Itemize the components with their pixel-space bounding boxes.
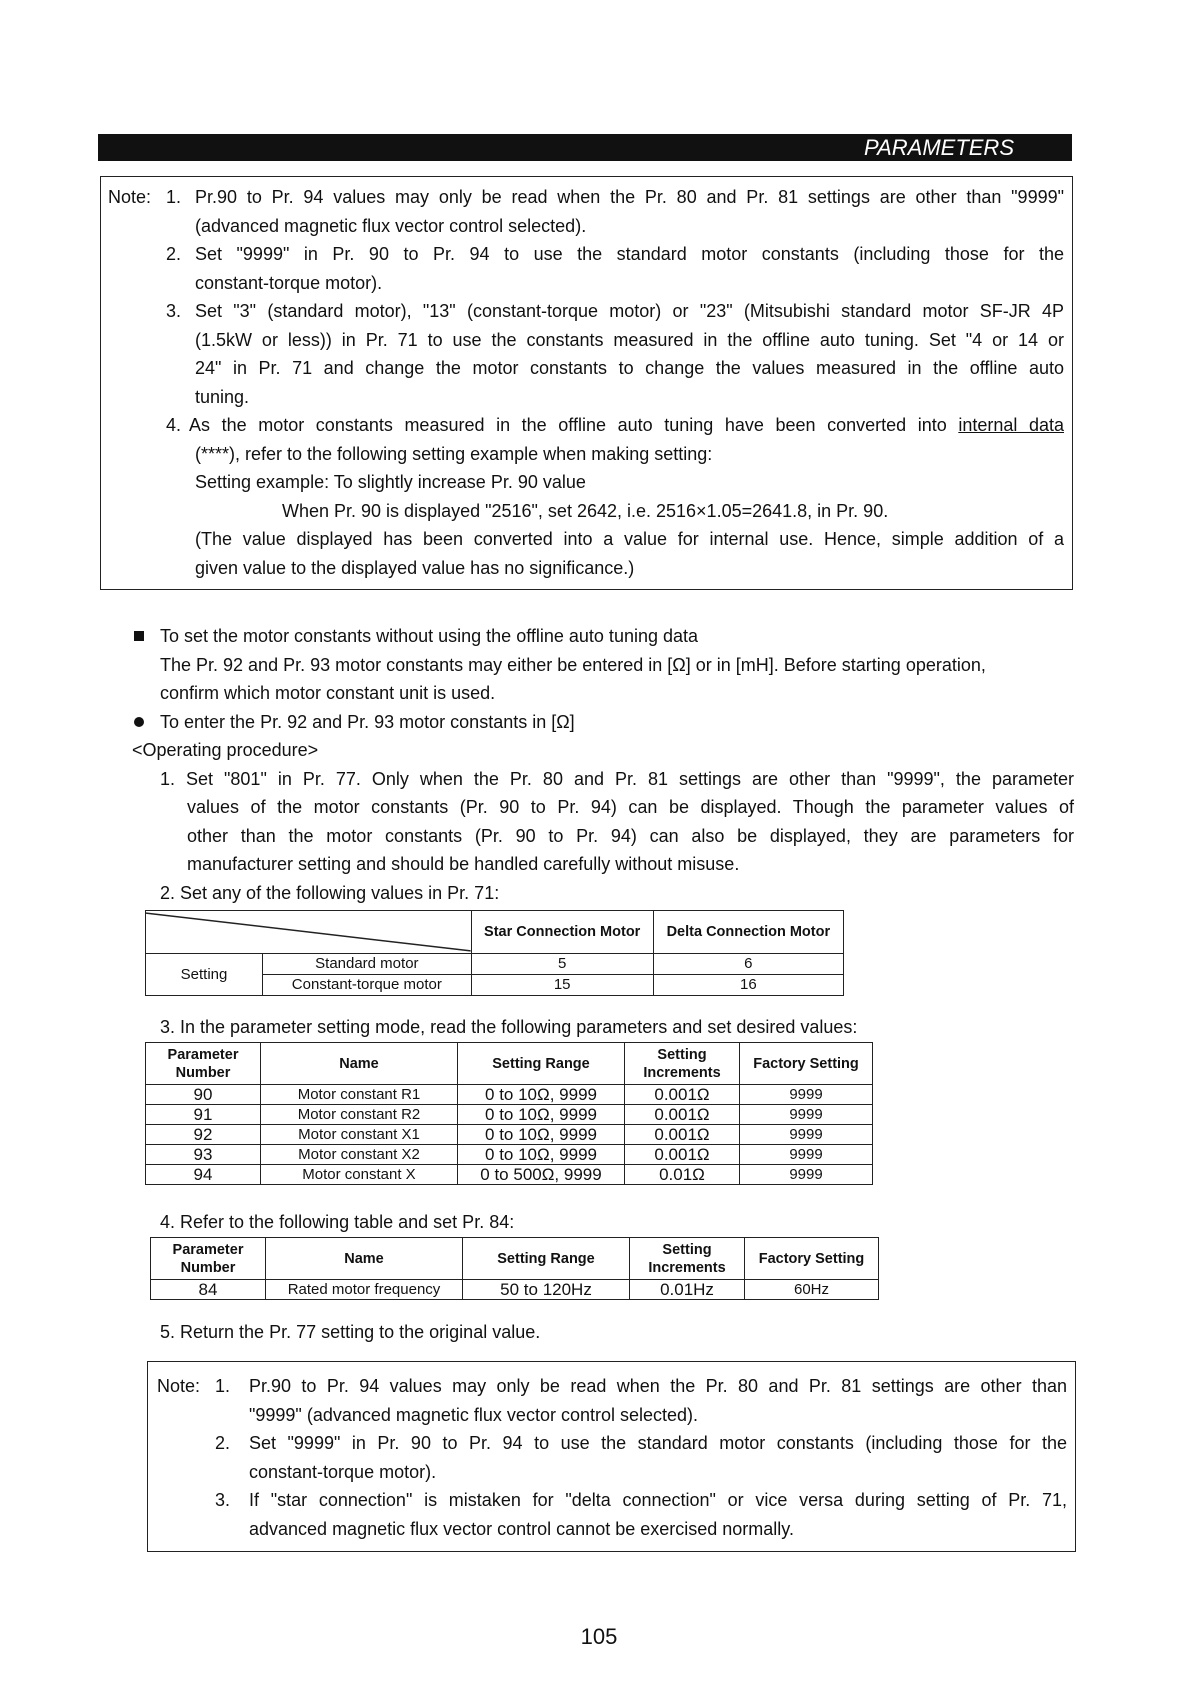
underlined-term: internal data bbox=[958, 415, 1064, 435]
table-row bbox=[146, 1145, 873, 1165]
note-text: Set "9999" in Pr. 90 to Pr. 94 to use the standard motor constants (including those for the bbox=[195, 244, 1064, 264]
note-text: Set "9999" in Pr. 90 to Pr. 94 to use the standard motor constants (including those for the bbox=[249, 1433, 1067, 1453]
table-row bbox=[146, 1105, 873, 1125]
table-cell: 0.01Hz bbox=[630, 1280, 745, 1300]
note-item bbox=[157, 1429, 1067, 1486]
table-cell: 0.001Ω bbox=[625, 1125, 740, 1145]
note-text: Pr.90 to Pr. 94 values may only be read when the Pr. 80 and Pr. 81 settings are other than "9999" bbox=[195, 187, 1064, 207]
table-cell: 60Hz bbox=[745, 1280, 879, 1300]
note-text-part: As the motor constants measured in the offline auto tuning have been converted into bbox=[189, 415, 959, 435]
table-cell: 9999 bbox=[740, 1085, 873, 1105]
table-row bbox=[146, 1165, 873, 1185]
table-cell: 5 bbox=[471, 954, 653, 975]
note-text bbox=[189, 411, 1064, 440]
table-cell: 90 bbox=[146, 1085, 261, 1105]
note-text: constant-torque motor). bbox=[249, 1461, 437, 1482]
note-number: 3. bbox=[166, 301, 182, 321]
column-header: Setting Increments bbox=[625, 1043, 740, 1085]
note-text: (****), refer to the following setting example when making setting: bbox=[195, 443, 713, 464]
note-label: Note: bbox=[108, 187, 152, 207]
note-item bbox=[108, 240, 1064, 297]
table-cell: 0.01Ω bbox=[625, 1165, 740, 1185]
table-cell: Constant-torque motor bbox=[263, 975, 472, 996]
table-cell: 9999 bbox=[740, 1125, 873, 1145]
section-title: PARAMETERS bbox=[864, 135, 1014, 160]
step-text: manufacturer setting and should be handled carefully without misuse. bbox=[187, 854, 740, 874]
table-cell: 0.001Ω bbox=[625, 1145, 740, 1165]
note-text: 24" in Pr. 71 and change the motor constants to change the values measured in the offline auto bbox=[195, 358, 1064, 378]
note-box-1 bbox=[100, 176, 1073, 590]
step-text: values of the motor constants (Pr. 90 to Pr. 94) can be displayed. Though the parameter values of bbox=[187, 797, 1074, 817]
table-cell: 9999 bbox=[740, 1105, 873, 1125]
table-cell: Motor constant R1 bbox=[261, 1085, 458, 1105]
table-cell: 9999 bbox=[740, 1145, 873, 1165]
note-text: given value to the displayed value has no significance.) bbox=[195, 557, 635, 578]
step-text: 3. In the parameter setting mode, read the following parameters and set desired values: bbox=[160, 1017, 858, 1037]
note-text: tuning. bbox=[195, 386, 250, 407]
note-text: If "star connection" is mistaken for "delta connection" or vice versa during setting of Pr. 71, bbox=[249, 1490, 1067, 1510]
table-cell: Standard motor bbox=[263, 954, 472, 975]
table-cell: 0 to 10Ω, 9999 bbox=[458, 1085, 625, 1105]
table-cell: Rated motor frequency bbox=[266, 1280, 463, 1300]
note-label: Note: bbox=[157, 1376, 201, 1396]
table-row bbox=[151, 1280, 879, 1300]
note-number: 2. bbox=[215, 1433, 231, 1453]
column-header: Name bbox=[261, 1043, 458, 1085]
bullet-heading: To enter the Pr. 92 and Pr. 93 motor constants in [Ω] bbox=[160, 711, 575, 732]
note-item bbox=[157, 1486, 1067, 1543]
step-text: other than the motor constants (Pr. 90 to Pr. 94) can also be displayed, they are parameters for bbox=[187, 825, 1074, 846]
note-number: 2. bbox=[166, 244, 182, 264]
note-text: advanced magnetic flux vector control cannot be exercised normally. bbox=[249, 1518, 794, 1539]
table-cell: 0 to 10Ω, 9999 bbox=[458, 1125, 625, 1145]
note-text: (1.5kW or less)) in Pr. 71 to use the constants measured in the offline auto tuning. Set "4 or 14 or bbox=[195, 329, 1064, 350]
note-box-2 bbox=[147, 1361, 1076, 1552]
table-cell: Motor constant R2 bbox=[261, 1105, 458, 1125]
table-cell: Motor constant X2 bbox=[261, 1145, 458, 1165]
note-item bbox=[108, 411, 1064, 582]
note-text: Pr.90 to Pr. 94 values may only be read when the Pr. 80 and Pr. 81 settings are other than bbox=[249, 1376, 1067, 1396]
column-header: Factory Setting bbox=[745, 1238, 879, 1280]
diagonal-cell bbox=[146, 911, 472, 954]
table-cell: 0 to 10Ω, 9999 bbox=[458, 1105, 625, 1125]
table-cell: 50 to 120Hz bbox=[463, 1280, 630, 1300]
table-cell: 91 bbox=[146, 1105, 261, 1125]
step-text: 5. Return the Pr. 77 setting to the original value. bbox=[160, 1322, 541, 1342]
procedure-heading: <Operating procedure> bbox=[132, 740, 319, 760]
note-number: 1. bbox=[166, 187, 182, 207]
table-cell: 0 to 10Ω, 9999 bbox=[458, 1145, 625, 1165]
table-cell: 0.001Ω bbox=[625, 1105, 740, 1125]
section-header bbox=[98, 134, 1072, 161]
table-cell: 0.001Ω bbox=[625, 1085, 740, 1105]
table-cell: 94 bbox=[146, 1165, 261, 1185]
column-header: Parameter Number bbox=[151, 1238, 266, 1280]
table-cell: 15 bbox=[471, 975, 653, 996]
column-header: Delta Connection Motor bbox=[653, 911, 843, 954]
diagonal-line bbox=[146, 911, 471, 953]
note-text: Setting example: To slightly increase Pr. 90 value bbox=[195, 472, 586, 492]
note-number: 1. bbox=[215, 1376, 231, 1396]
note-number: 3. bbox=[215, 1490, 231, 1510]
step-text: 4. Refer to the following table and set Pr. 84: bbox=[160, 1212, 515, 1232]
body-line: The Pr. 92 and Pr. 93 motor constants may either be entered in [Ω] or in [mH]. Before starting operation, bbox=[160, 654, 986, 675]
motor-constants-table bbox=[145, 1042, 873, 1185]
table-row bbox=[146, 1125, 873, 1145]
column-header: Setting Range bbox=[463, 1238, 630, 1280]
step-text: 1. Set "801" in Pr. 77. Only when the Pr. 80 and Pr. 81 settings are other than "9999", the parameter bbox=[160, 768, 1074, 789]
table-cell: Motor constant X bbox=[261, 1165, 458, 1185]
note-text: (advanced magnetic flux vector control selected). bbox=[195, 215, 587, 236]
column-header: Star Connection Motor bbox=[471, 911, 653, 954]
table-cell: 84 bbox=[151, 1280, 266, 1300]
note-text: When Pr. 90 is displayed "2516", set 2642, i.e. 2516×1.05=2641.8, in Pr. 90. bbox=[282, 500, 889, 521]
table-cell: 0 to 500Ω, 9999 bbox=[458, 1165, 625, 1185]
table-cell: 16 bbox=[653, 975, 843, 996]
body-text bbox=[132, 622, 1074, 907]
note-item bbox=[108, 183, 1064, 240]
table-row bbox=[146, 1085, 873, 1105]
table-cell: 9999 bbox=[740, 1165, 873, 1185]
note-text: "9999" (advanced magnetic flux vector control selected). bbox=[249, 1404, 699, 1425]
note-item bbox=[108, 297, 1064, 411]
note-text: (The value displayed has been converted into a value for internal use. Hence, simple addition of a bbox=[195, 529, 1064, 549]
note-text: Set "3" (standard motor), "13" (constant-torque motor) or "23" (Mitsubishi standard motor SF-JR 4P bbox=[195, 301, 1064, 321]
column-header: Setting Increments bbox=[630, 1238, 745, 1280]
body-line: confirm which motor constant unit is used. bbox=[160, 683, 496, 703]
step-text: 2. Set any of the following values in Pr. 71: bbox=[160, 882, 500, 903]
note-item bbox=[157, 1372, 1067, 1429]
round-bullet-icon bbox=[134, 717, 144, 727]
table-cell: 92 bbox=[146, 1125, 261, 1145]
square-bullet-icon bbox=[134, 631, 144, 641]
column-header: Factory Setting bbox=[740, 1043, 873, 1085]
column-header: Setting Range bbox=[458, 1043, 625, 1085]
rated-frequency-table bbox=[150, 1237, 879, 1300]
row-group-label: Setting bbox=[146, 954, 263, 996]
table-cell: 93 bbox=[146, 1145, 261, 1165]
column-header: Name bbox=[266, 1238, 463, 1280]
page-number: 105 bbox=[580, 1624, 618, 1649]
note-text: constant-torque motor). bbox=[195, 272, 383, 293]
column-header: Parameter Number bbox=[146, 1043, 261, 1085]
table-cell: 6 bbox=[653, 954, 843, 975]
table-cell: Motor constant X1 bbox=[261, 1125, 458, 1145]
note-number: 4. bbox=[166, 415, 182, 435]
bullet-heading: To set the motor constants without using the offline auto tuning data bbox=[160, 626, 699, 646]
connection-table bbox=[145, 910, 844, 996]
